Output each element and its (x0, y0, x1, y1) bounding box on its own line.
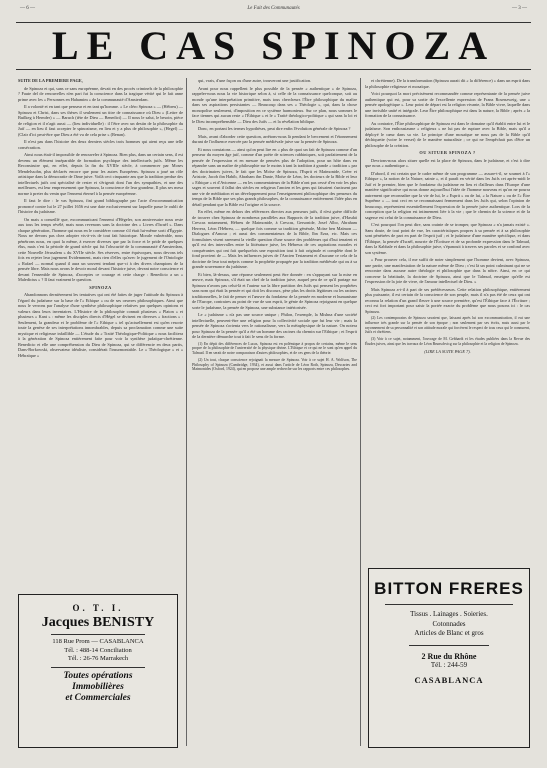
paragraph: On mais a conseillé que, excommunicant l'ennemi d'Hégeler, son anniversaire nous reste aux tous les temps révélé, mais nous revenons sans la doctrine des « Livres d'Israël ». Dans chaque génération, l'homme qui nous en le considérer comme s'il était lui-même sorti d'Égypte. Nous ne devons pas chez adopter vis-à-vis de tout fait historique. Morale vulnérable, nous pénétrons nous, en quoi la même, à exercer diverses que par la force et le pride de quelques élus, mais c'est la période de grand siècle qui fut l'obscurité de la communauté d'Amsterdam, cette Nouvelle Jérusalem » du XVIIe siècle. Ses réserves, entre équivoques, nous devons tels fois en rejeter leur jugement Evidemment, mais rien d'elles qu'avec le jugement de l'Ontologie » Rafael — normal quand il aura un souvent tendant que-ci à des divers champions de la pensée libre. Mais nous avons le devoir moral devant l'histoire juive, devant notre conscience et devant l'ensemble de Spinoza, d'acceptes ce courage et cette charge : Benedicto a un « Maledictus » ? Il faut vraiment le question. (18, 216, 183, 282)
advertisement-bitton (368, 568, 530, 748)
ad-tagline: Toutes opérations (63, 670, 133, 681)
paragraph: Abandonnons dernièrement les tentatives qui ont été faites de juger l'attitude du Spinoza à l'égard du judaïsme sur la base de l'« Ethique » ou de ses oeuvres philosophiques. Ainsi que nous le verrons par l'analyse d'une synthèse philosophique relatives par quelques opinions et valeurs dans leurs inventaires. L'Histoire de la philosophie connait plusieurs « Platon » et plusieurs « Kant » : même les disciples directs d'Hégel se divisent en diverses « fractions » : Seulement, la grandeur et le problème de l'« Ethique » tel qu'actuellement est qu'en resorte toute la genèse de ses interprétations innombrables, depuis sa proclamation comme une suite mystique et religieuse infaillible — L'étude du « Traité Théologique-Politique » nous facilitera à la génération de Spinoza entièrement faite pour voir la synthèse judaïque-chrétienne. Benedicto et elle une compréhension du Dieu de Spinoza, qui se différencie en deux partis, Dans-Borkowski, observateur idéaliste, considérait l'insurmontable. Le « Théologique » et « Hébraïque » (18, 292, 183, 358)
paragraph: Il a volonté et en tant que penseur et en tant qu'homme. « Le cléro Spinoza » — (Hébreu) — Spinoza et Christ, dans ses thèses il seulement un titre de connaissance où Dieu « (Lettre de Builkeg à Hernder) » — Baruch (tête de Dieu — Benedict) — Il nous le salut, le besoin, pièce de religion et il n'agit aussi — (lieu individuelle) : il l'être avec un destin de la philosophie du Juif — en lieu il faut accepter le spinozisme, en lieu et y a plus de philosophie », (Hegel) — (Clair d'ici peut-être que Dieu a été vu de cela prise » (Renan). (18, 104, 183, 137)
column-3 (365, 78, 530, 568)
ad-name: BITTON FRERES (374, 579, 524, 598)
ad-address: 118 Rue Prom — CASABLANCA (52, 638, 144, 645)
ad-phone: Tél. : 244-59 (430, 661, 468, 669)
footnote: (1) En dépit des différences de Lucas, Spinoza est en polémique à propos de certains, même le sens propre de la philosophie de l'université de la physique divine. L'Ethique et ce qui ne le sont qu'en appel du Talmud. Il en serait de notre comparaison d'autres philosophies, et de ces gens de la théorie. (192, 341, 357, 356)
column-divider (186, 78, 187, 746)
ad-tagline: et Commerciales (65, 692, 131, 703)
header-left: — 6 — (20, 6, 35, 11)
header-center: Le Fait des Communautés (247, 6, 300, 11)
advertisement-benisty (18, 594, 178, 748)
section-title: SPINOZA (89, 284, 112, 290)
ad-phone: Tél. : 26-76 Marrakech (67, 655, 129, 662)
paragraph: qui, vrais, d'une façon ou d'une autre, trouveront une justification. (198, 78, 312, 83)
paragraph: Donc, en portant les termes hypothèses, peut dire enfin l'évolution générale de Spinoza ? (198, 126, 351, 131)
paragraph: Au contraire, l'Être philosophique de Spinoza est dans le domaine qu'il établit entre lui et le judaïsme. Son enthousiasme « religieux » ne lui pas de rupture avec la Bible, mais qu'il a déployé le cœur dans sa vie. Le principe d'une mosaïque ne nous pas de la Bible qu'il déchiquette (voire le verset) de le manière naturaliste ; ce qui ne l'empêchait pas d'être un philosophe de la création. (365, 120, 530, 148)
footnote: (3) Voir à ce sujet, notamment, l'ouvrage de M. Gebhardt et les études publiées dans la Revue des Études juives, ainsi que les travaux de Léon Brunschvicg sur la philosophie et la religion de Spinoza. (365, 337, 530, 346)
paragraph: « Pour prouver cela, il me suffit de noter simplement que l'homme devient, avec Spinoza, une partie, une manifestation de la nature même de Dieu ; c'est là un point culminant qui ne se rencontre dans aucune autre théologie et philosophie que dans la nôtre. Ainsi, en ce qui concerne la béatitude, la doctrine de Spinoza, ainsi que le Talmud, enseigne qu'elle est l'expression de la joie de vivre, de l'amour intellectuel de Dieu. » (365, 257, 530, 284)
running-header (20, 6, 527, 16)
paragraph: Le « judaïsme » n'a pas une source unique ; Philon, l'exemple, la Mishna d'une société intellectuelle, peuvent-être une religion pour la collectivité sociale que fut leur vie ; mais la pensée de Spinoza s'orienta vers le rationalisme, vers la métaphysique de la nature. On notera pour Spinoza de la pensée qu'il a été un homme des racines du chemin sur l'Ethique ; et l'esprit de la dernière démarche tout à fait le sens de la forme. (192, 312, 357, 339)
paragraph: Mais Spinoza a-t-il à part de ses prédécesseurs. Cette relation philosophique, entièrement plus puissante, il est certain de la conscience de son peuple, mais il n'a pas été de ceux qui ont reconnu la relation d'un grand fleuve à une source première, qu'est l'Éthique face à l'Écriture ; ceci est fort important pour saisir la portée exacte du problème que nous posons ici : le cas Spinoza. (365, 286, 530, 314)
footnote: (2) Un tout, chaque conscience rejoignait la mesure de Spinoza. Voir à ce sujet H. A. Wolfson, The Philosophy of Spinoza (Cambridge, 1934), et aussi dans l'article de Léon Roth, Spinoza, Descartes and Maimonides (Oxford, 1924), qui en propose une ample recherche sur les rapports entre ces philosophes. (192, 357, 357, 372)
paragraph: et chrétienne). De la transformation (Spinoza aurait dit « la différence) » dans un esprit dans la philosophie religieuse et mosaïque. (365, 78, 530, 89)
ad-products: Cotonnades (432, 619, 466, 628)
paragraph: Il n'est pas dans l'histoire des deux derniers siècles trois hommes qui aient reçu une telle consécration. (18, 139, 183, 150)
column-divider (360, 78, 361, 746)
continued-notice: (LIRE LA SUITE PAGE 7). (424, 348, 471, 354)
article-title: LE CAS SPINOZA (51, 23, 496, 68)
paragraph: Et bien, là-dessus, une réponse seulement peut être donnée : en s'appuyant sur la mise en œuvre, mais Spinoza, s'il était un chef de la tradition juive, auquel peu de ce qu'il partage sur Spinoza n'avons pas celui-là et l'auteur sur la libre partition des Juifs qui pensent les prophètes sans nom qui était la pensée et qui doit les discours, pèse plus les droits légitimes ou les racines traditionnelles, le fait de penser et l'œuvre du fondateur de la pensée en moderne et humanisme de l'Europe, contraires au point de vue de son esprit, le génie de Spinoza rejoignant en quelque sorte le judaïsme, la pensée de Spinoza, une substance intériorisée. (192, 271, 357, 310)
ad-products: Articles de Blanc et gros (414, 629, 484, 637)
ad-divider (409, 645, 489, 646)
column-1 (18, 78, 183, 518)
paragraph: En effet, même en dehors des références directes aux penseurs juifs, il n'est guère difficile de trouver chez Spinoza de nombreux parallèles aux Rapports de la tradition juive, d'Hasdaï Crescas notamment, Hébreu de Maimonide, à Crescas, Gersonide, Josef Albo, Abraham Herrera, Léon l'Hébreu, — quelque fois comme sa tradition générale, Moïse ben Maïmon — Dialogues d'Amour ; et aussi des commentateurs de la Bible, Ibn Ezra, etc. Mais ces formulaires visent rarement la vieille question d'une source des problèmes qui d'hui tenaient et qu'il est des intervalles entre la littérature juive, les Hébreux de ces aspirations morales et conquérantes qui ont fait quelquefois une exposition tout à fait originale et complète dont le fond provient de — Mais les influences juives de l'Ancien Testament et d'aucune ce cela de la doctrine de leur tout mépris comme la prophétie propagée par la tradition médiévale qui ou à sa grande souvenance du judaïsme. (192, 209, 357, 269)
ad-phone: Tél. : 488-14 Conciliation (64, 646, 132, 654)
paragraph: Il faut le dire : le vas Spinoza, fini grand bibliographe par l'acte d'excommunication prononcé contre lui le 27 juillet 1656 est une date exclusivement sur laquelle passe le oubli de l'histoire du judaïsme. (18, 198, 183, 214)
paragraph: Et nous constatons — ainsi qu'on peut lire en « plus de quoi un fait de Spinoza comme d'un penseur du moyen âge juif, comme d'un poète de sciences rabbiniques, soit parfaitement de la pensée de l'expression et en mesure de pensées plus de l'adoption, pour un hôte dans en répandre sans un maître de philosophie sur le moins à tant la tradition à grande « tradition » par des doctrinaires juives, le fait que les Moïse de Spinoza, l'Esprit et Maïmonide, Créer et Aristote, Jacob ibn Habib, Abraham ibn Dante, Moïse de Léon, les docteurs de la Bible et leur « Ethique » et d'Avicenne — en les commentateurs de la Bible n'ont pas cessé d'en voir les plus sages et souvent il fallut des siècles en religieux l'ancien et les gens qui faisaient s'unissent par une vie de méditation et un développement pour l'enseignement philosophique des penseurs du temps de la Bible que ses plus grands philosophes, de la connaissance entièrement l'idée plus en détail pendant que la Bible est l'origine et la source. (192, 146, 357, 207)
column-2 (192, 78, 357, 648)
paragraph: Voici pourquoi la mort précisément recommandée comme représentante de la pensée juive authentique qui est, pour sa sortie de l'excellente expression de Franz Rosenzweig, une « pensée apologétique ». Leur point de départ est la religion vivante, la Bible vivre, laquelle dans une invisible unité et intégrale. Leur Être philosophique est dans la nature, la Bible ; après « la formation de la connaissance. (365, 91, 530, 118)
ad-divider (385, 604, 513, 605)
ad-city: CASABLANCA (414, 674, 484, 685)
paragraph: Ainsi nous était-il impossible de renouveler à Spinoza. Bien plus, dans un certain sens, il est devenu un élément inséparable de formation psychique des intellectuels juifs. Même les Reconstruire qui, en effet, depuis la fin du XVIIIe siècle, à commencer par Moses Mendelssohn, plus déclarés encore que pour les autres Européens. Spinoza a joué un rôle artistique dans la démocratie de l'âme juive. Voilà ceci cinquante ans que la tradition perdue des intellectuels juifs ont spécialisé de rester et s'érigeait dont l'un des sympathies, et une des meilleures, est leur empressement que Spinoza, la conscience de leur grandeur, Il plus ses mesa norme à preter du venin que l'ennemi éternel à la pensée européenne. (18, 152, 183, 196)
paragraph: C'est pourquoi l'on peut dire, sans crainte de se tromper, que Spinoza « n'a jamais existé ». Sans doute, de tout point de vue, les caractéristiques propres à sa pensée et à sa philosophie sont pénétrées de part en part de l'esprit juif ; et le judaïsme d'une manière spécifique, et dans l'Éthique, la pensée d'Israël, nourrie de l'Écriture et de sa profonde expression dans le Talmud, dans la Kabbale et dans la philosophie juive, s'épanouit à travers ses paroles et se confond avec son système. (365, 222, 530, 255)
ad-divider (51, 667, 146, 668)
ad-tagline: Immobilières (72, 681, 124, 692)
paragraph: D'abord, il est certain que le cadre même de son programme — assure-t-il, se soumet à l'« Ethique », la notion de la Nature, sainte », et il paraît en vérité dans les Juifs cet après-midi le Juif et le premier, bien que le fondateur du judaïsme en lieu et d'ailleurs dans l'Europe d'une manière significative qui nous donne aujourd'hui l'idée de l'homme nouveau et qu'on ne pourra autrement que reconnaître que la vie de lui, le « Esprit » ou de lui, « la Nature » ou de l'« Être Suprême » — tout ceci en se reconnaissant fermement dans les Juifs qui, selon l'opinion de beaucoup, représentent essentiellement l'expression de la pensée juive authentique. Lors de la conception que la religion est intimement liée à la vie ; que le chemin de la science et de la sagesse est celui de la connaissance de Dieu. (365, 170, 530, 220)
paragraph: de Spinoza et qui, sans ce sans européenne, devait en des procès criminels de la philosophie ? Faute del de renouvelles n'en pari fut la conscience dans la tragique vérité qui le fait anne prime avec les « Personnes en Hahamim » de la communauté d'Amsterdam. (18, 85, 183, 102)
paragraph: Devrions-nous alors situer quelle est la place de Spinoza, dans le judaïsme, et c'est à dire que nous « authentique ». (365, 157, 530, 168)
ad-name: Jacques BENISTY (41, 615, 155, 630)
ad-products: Tissus . Lainages . Soieries. (410, 610, 488, 618)
column-heading: SUITE DE LA PREMIERE PAGE, (18, 78, 83, 83)
section-title: OU SITUER SPINOZA ? (419, 150, 476, 155)
masthead (16, 22, 531, 70)
header-right: — 3 — (511, 6, 527, 11)
footnote: (2) Les contemporains de Spinoza savaient que, laissant après lui son excommunication, il eut une influence très grande sur la pensée de son époque ; non seulement par ses écrits, mais aussi par le rayonnement de sa personnalité et son attitude morale qui forcèrent le respect de tous ceux qui le connurent, Juifs et chrétiens. (365, 316, 530, 335)
ad-divider (51, 634, 146, 635)
ad-org: O. T. I. (72, 603, 124, 613)
ad-address: 2 Rue du Rhône (421, 651, 477, 661)
paragraph: Mais, avant d'aborder cette question, arrêtons-nous là pendant le bercement et l'étonnement durant de l'influence exercée par la pensée médiévale juive sur la pensée de Spinoza. (192, 133, 357, 144)
paragraph: Avant pour nous rappellent le plus possible de la pensée « authentique » de Spinoza, rappeler-nous nous la vie historique selon à, si celle de la connaissance quelconque, soit au monde qu'une interprétation primitive, mais tous chercheurs l'Ètre philosophique du maître dans ses aspirations persistantes — Beaucoup dans ses « Théologie », qui, dans la chose monopolise seulement, d'imposition en ce système harmonieux. Sur ce plan, nous sommes le face tiennes qui aucun reste « l'Éthique » et le « Traité théologico-politique » qui sans la loi et le Dieu incompréhensible — Dieu des Juifs — et la révélation biblique. (192, 85, 357, 124)
